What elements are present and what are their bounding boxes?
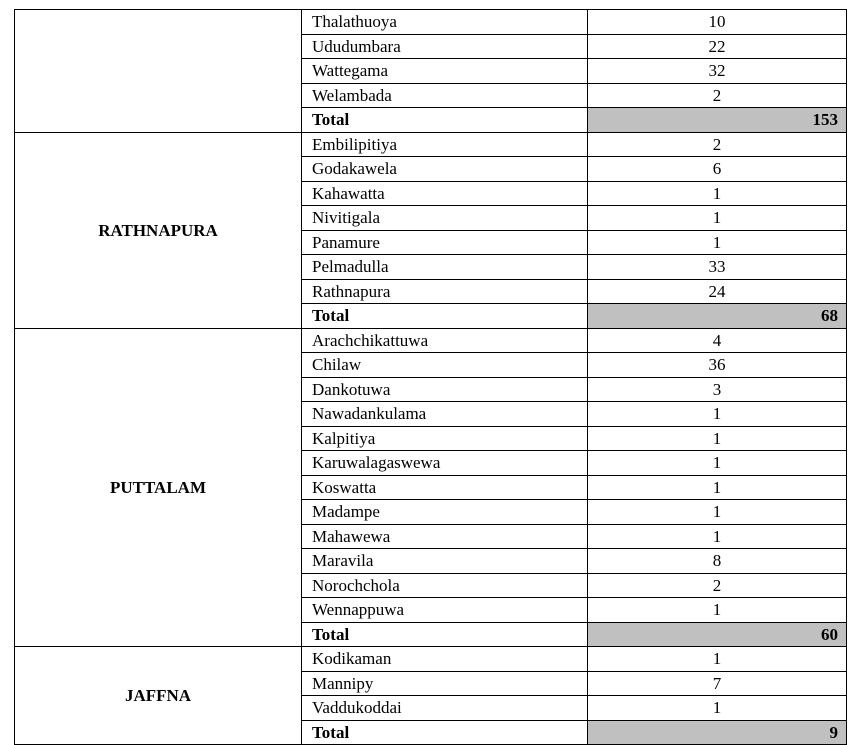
district-name [15,10,302,133]
place-count: 1 [588,647,847,672]
place-count: 1 [588,500,847,525]
district-name: RATHNAPURA [15,132,302,328]
total-label: Total [302,720,588,745]
place-count: 22 [588,34,847,59]
place-name: Nivitigala [302,206,588,231]
place-count: 1 [588,181,847,206]
place-count: 1 [588,451,847,476]
place-name: Vaddukoddai [302,696,588,721]
place-count: 4 [588,328,847,353]
place-name: Dankotuwa [302,377,588,402]
place-name: Nawadankulama [302,402,588,427]
place-count: 1 [588,696,847,721]
place-name: Norochchola [302,573,588,598]
place-count: 10 [588,10,847,35]
table-row [15,10,847,35]
place-count: 2 [588,132,847,157]
place-count: 6 [588,157,847,182]
total-label: Total [302,622,588,647]
table-row [15,647,847,672]
total-value: 68 [588,304,847,329]
place-name: Pelmadulla [302,255,588,280]
total-label: Total [302,304,588,329]
place-count: 2 [588,573,847,598]
district-name: JAFFNA [15,647,302,745]
place-name: Wattegama [302,59,588,84]
place-count: 1 [588,598,847,623]
place-count: 24 [588,279,847,304]
place-count: 8 [588,549,847,574]
place-name: Madampe [302,500,588,525]
place-name: Mahawewa [302,524,588,549]
place-name: Karuwalagaswewa [302,451,588,476]
place-count: 33 [588,255,847,280]
place-name: Godakawela [302,157,588,182]
place-count: 1 [588,426,847,451]
place-name: Koswatta [302,475,588,500]
place-name: Kalpitiya [302,426,588,451]
place-count: 1 [588,402,847,427]
total-value: 9 [588,720,847,745]
place-name: Chilaw [302,353,588,378]
place-count: 7 [588,671,847,696]
total-value: 60 [588,622,847,647]
place-name: Maravila [302,549,588,574]
place-count: 1 [588,230,847,255]
total-value: 153 [588,108,847,133]
district-table [14,9,847,745]
place-name: Embilipitiya [302,132,588,157]
place-name: Kahawatta [302,181,588,206]
place-name: Arachchikattuwa [302,328,588,353]
place-name: Mannipy [302,671,588,696]
place-name: Thalathuoya [302,10,588,35]
table-row [15,328,847,353]
place-count: 36 [588,353,847,378]
place-name: Kodikaman [302,647,588,672]
place-count: 32 [588,59,847,84]
place-count: 1 [588,206,847,231]
district-name: PUTTALAM [15,328,302,647]
place-name: Rathnapura [302,279,588,304]
place-name: Wennappuwa [302,598,588,623]
place-count: 3 [588,377,847,402]
place-count: 1 [588,524,847,549]
total-label: Total [302,108,588,133]
place-name: Ududumbara [302,34,588,59]
place-name: Welambada [302,83,588,108]
district-table-body [15,10,847,745]
table-row [15,132,847,157]
place-count: 2 [588,83,847,108]
place-name: Panamure [302,230,588,255]
place-count: 1 [588,475,847,500]
